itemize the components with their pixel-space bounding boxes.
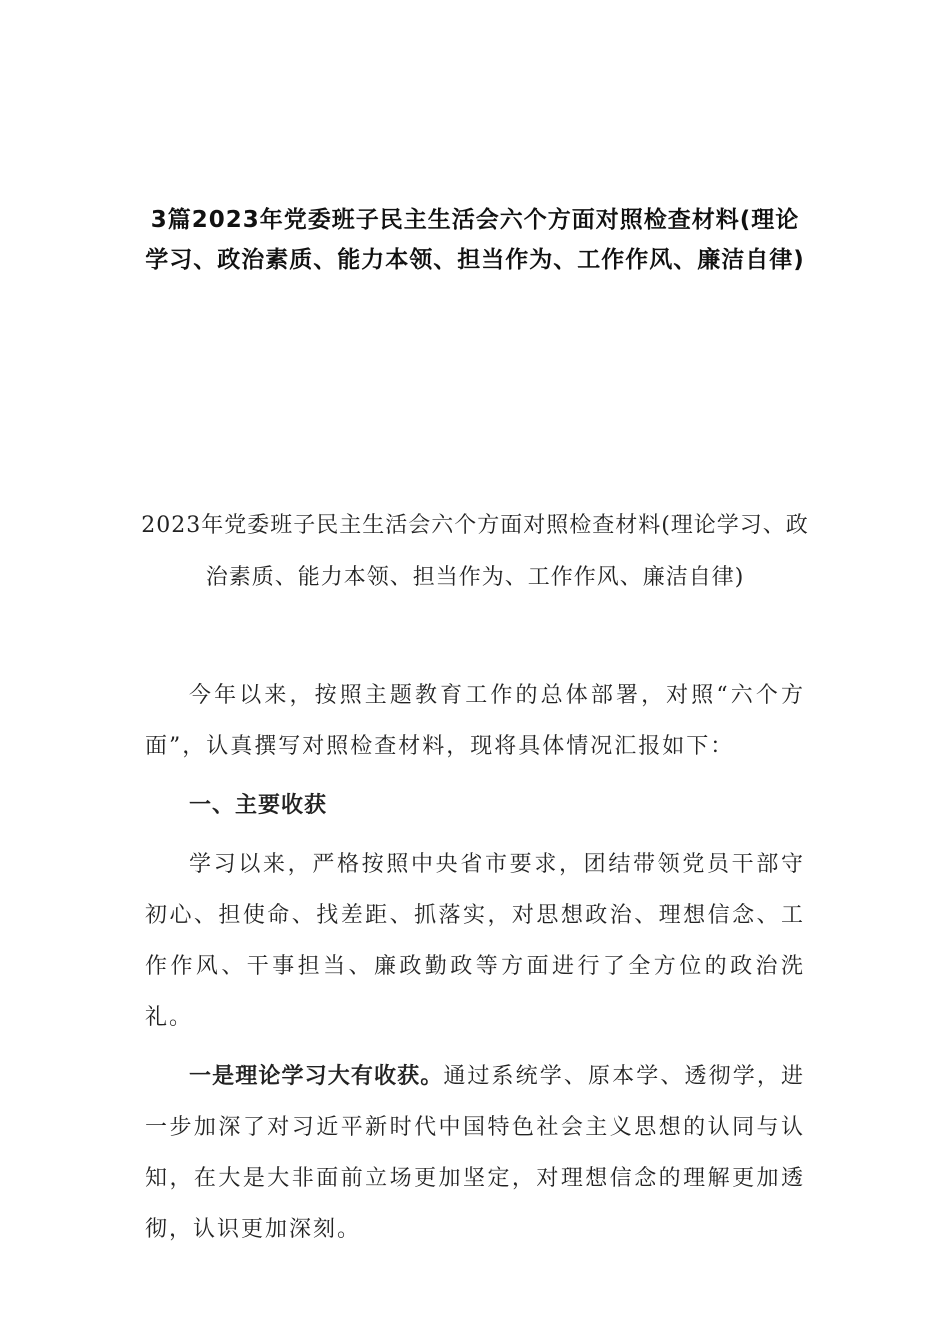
document-body (145, 670, 805, 1255)
document-title: 3篇2023年党委班子民主生活会六个方面对照检查材料(理论学习、政治素质、能力本领、担当作为、工作作风、廉洁自律) (145, 207, 805, 273)
point-lead: 一是理论学习大有收获。 (189, 1064, 444, 1089)
section-paragraph: 学习以来，严格按照中央省市要求，团结带领党员干部守初心、担使命、找差距、抓落实，对思想政治、理想信念、工作作风、干事担当、廉政勤政等方面进行了全方位的政治洗礼。 (145, 852, 805, 1030)
section-heading: 一、主要收获 (189, 793, 328, 818)
document-subtitle: 2023年党委班子民主生活会六个方面对照检查材料(理论学习、政治素质、能力本领、担当作为、工作作风、廉洁自律) (141, 513, 809, 590)
intro-paragraph: 今年以来，按照主题教育工作的总体部署，对照“六个方面”，认真撰写对照检查材料，现将具体情况汇报如下： (145, 683, 805, 759)
point-paragraph (145, 1051, 805, 1255)
point-text: 通过系统学、原本学、透彻学，进一步加深了对习近平新时代中国特色社会主义思想的认同与认知，在大是大非面前立场更加坚定，对理想信念的理解更加透彻，认识更加深刻。 (145, 1064, 805, 1242)
